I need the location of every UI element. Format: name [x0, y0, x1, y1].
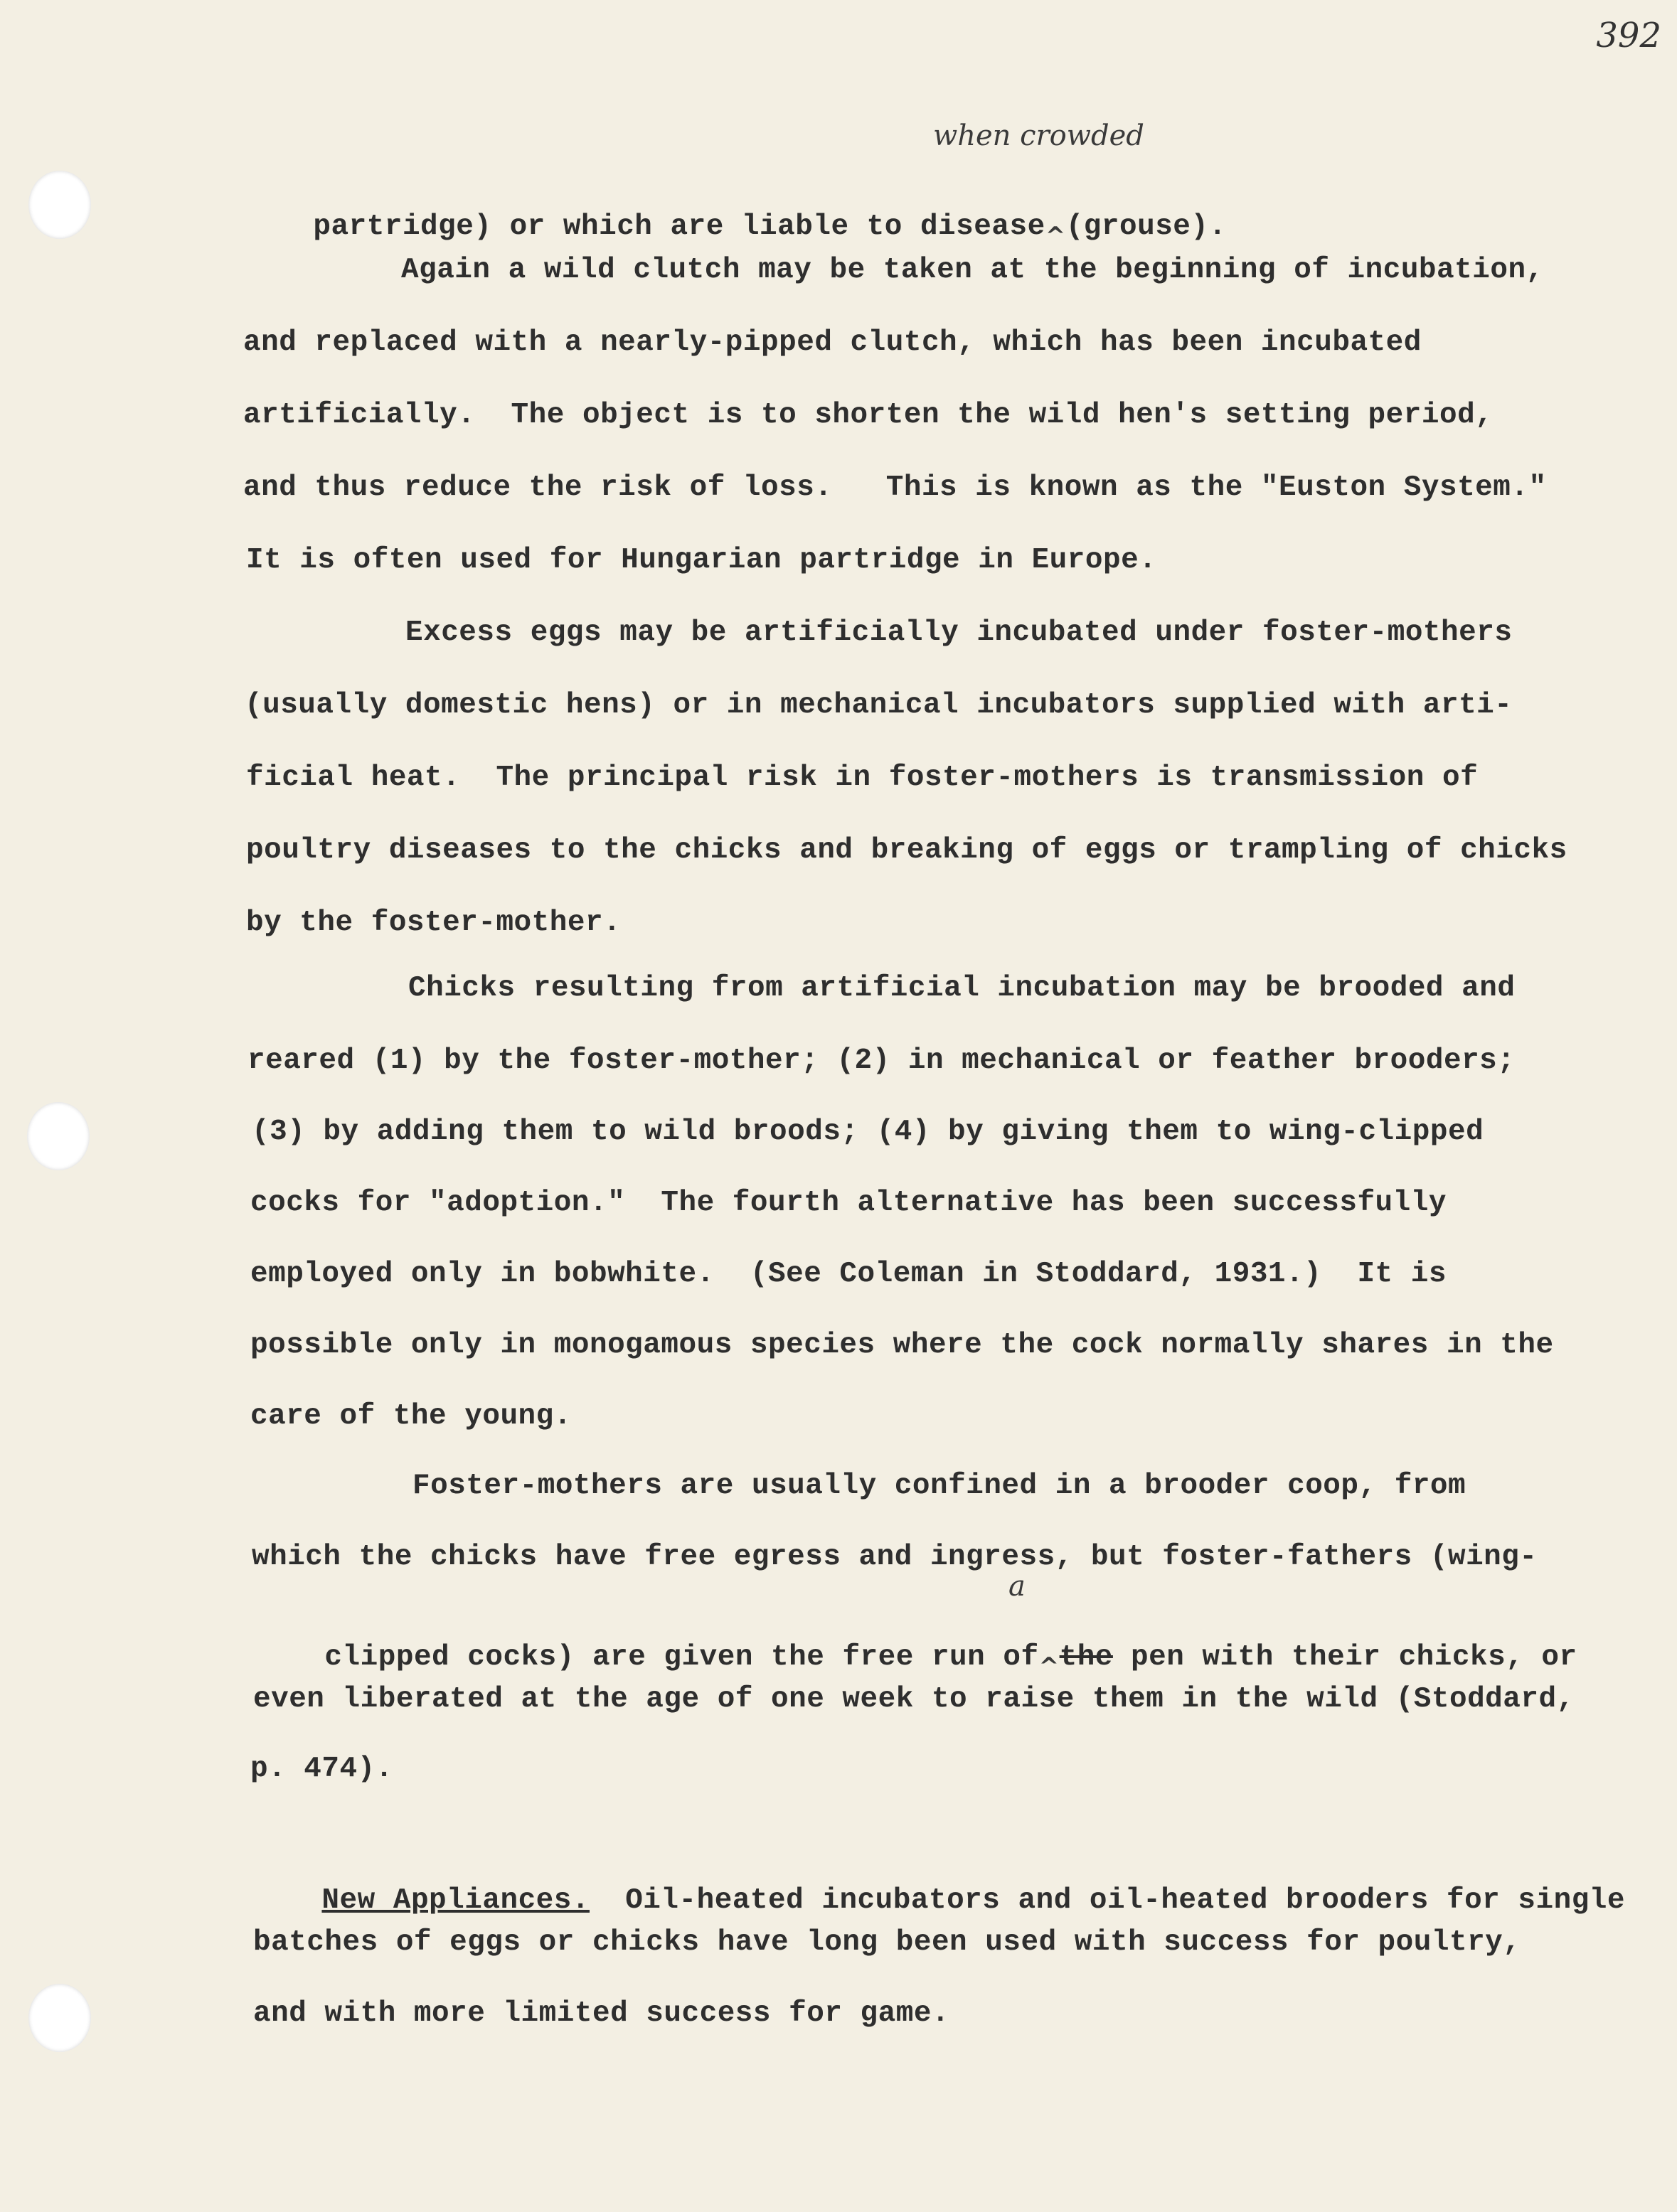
text-line-11: by the foster-mother. [246, 907, 622, 939]
text-line-6: It is often used for Hungarian partridge in Europe. [246, 544, 1157, 577]
text-line-10: poultry diseases to the chicks and breaking of eggs or trampling of chicks [246, 834, 1567, 867]
punch-hole-middle [27, 1102, 90, 1170]
section-heading-new-appliances: New Appliances. [321, 1884, 590, 1917]
text-line-22: even liberated at the age of one week to raise them in the wild (Stoddard, [253, 1683, 1575, 1716]
text-line-23: p. 474). [250, 1753, 393, 1785]
text-line-5: and thus reduce the risk of loss. This is known as the "Euston System." [243, 471, 1547, 504]
text-line-17: possible only in monogamous species where the cock normally shares in the [250, 1329, 1554, 1362]
text-line-24-rest: Oil-heated incubators and oil-heated brooders for single [589, 1884, 1626, 1917]
text-line-7: Excess eggs may be artificially incubated under foster-mothers [405, 616, 1513, 649]
text-line-21-part-a: clipped cocks) are given the free run of [324, 1641, 1039, 1674]
page-number: 392 [1596, 16, 1661, 55]
text-line-12: Chicks resulting from artificial incubation may be brooded and [408, 972, 1516, 1005]
text-line-21-part-c: pen with their chicks, or [1112, 1641, 1577, 1674]
handwritten-insertion-when-crowded: when crowded [933, 119, 1144, 152]
text-line-19: Foster-mothers are usually confined in a brooder coop, from [412, 1470, 1466, 1502]
text-line-15: cocks for "adoption." The fourth alternative has been successfully [250, 1187, 1447, 1219]
text-line-20: which the chicks have free egress and ingress, but foster-fathers (wing- [252, 1541, 1538, 1573]
insertion-caret-2: ^ [1038, 1652, 1060, 1681]
text-line-26: and with more limited success for game. [253, 1997, 950, 2030]
text-line-14: (3) by adding them to wild broods; (4) by giving them to wing-clipped [252, 1116, 1484, 1148]
struck-out-word: the [1059, 1641, 1113, 1674]
text-line-18: care of the young. [250, 1400, 572, 1433]
insertion-caret-1: ^ [1045, 222, 1066, 250]
punch-hole-bottom [28, 1984, 91, 2052]
text-line-4: artificially. The object is to shorten the wild hen's setting period, [243, 399, 1494, 432]
text-line-1-part-a: partridge) or which are liable to disease [313, 210, 1045, 243]
text-line-8: (usually domestic hens) or in mechanical incubators supplied with arti- [245, 689, 1513, 722]
punch-hole-top [28, 171, 91, 239]
text-line-1-part-b: (grouse). [1065, 210, 1227, 243]
text-line-9: ficial heat. The principal risk in foster-mothers is transmission of [246, 762, 1479, 794]
text-line-2: Again a wild clutch may be taken at the beginning of incubation, [401, 254, 1544, 287]
text-line-16: employed only in bobwhite. (See Coleman in Stoddard, 1931.) It is [250, 1258, 1447, 1291]
text-line-13: reared (1) by the foster-mother; (2) in mechanical or feather brooders; [247, 1044, 1516, 1077]
handwritten-insertion-a: a [1008, 1570, 1026, 1603]
text-line-25: batches of eggs or chicks have long been used with success for poultry, [253, 1926, 1521, 1959]
text-line-3: and replaced with a nearly-pipped clutch, which has been incubated [243, 326, 1422, 359]
